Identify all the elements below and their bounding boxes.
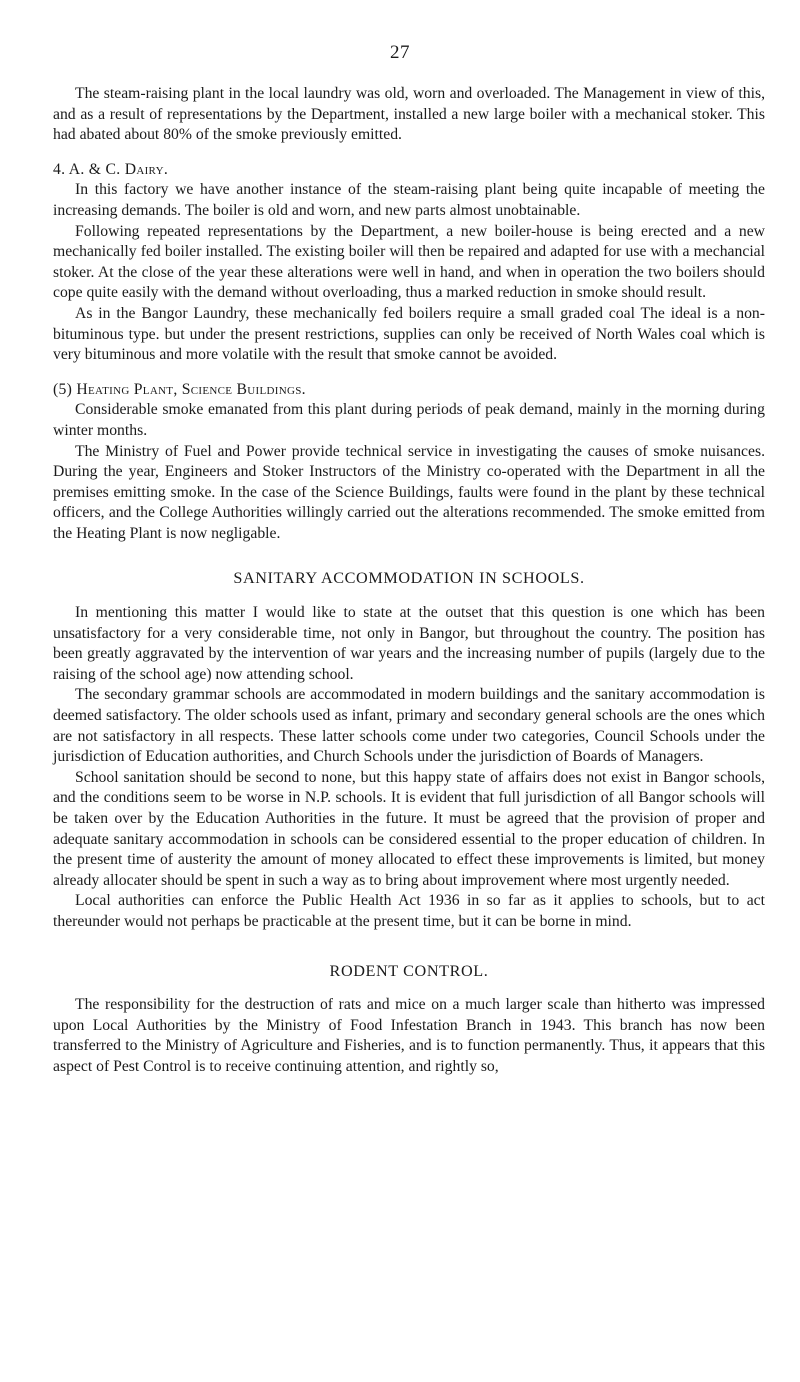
rodent-control-section [53, 961, 765, 1078]
sanitary-paragraph: School sanitation should be second to none, but this happy state of affairs does not exist in Bangor schools, and the conditions seem to be worse in N.P. schools. It is evident that full jurisdiction of all Bangor schools will be taken over by the Education Authorities in the future. It must be agreed that the provision of proper and adequate sanitary accommodation in schools can be considered essential to the proper education of children. In the present time of austerity the amount of money allocated to effect these improvements is limited, but money already allocater should be spent in such a way as to bring about improvement where most urgently needed. [53, 768, 765, 889]
sanitary-paragraph: Local authorities can enforce the Public Health Act 1936 in so far as it applies to schools, but to act thereunder would not perhaps be practicable at the present time, but it can be borne in mind. [53, 892, 765, 930]
rodent-control-paragraph: The responsibility for the destruction of rats and mice on a much larger scale than hitherto was impressed upon Local Authorities by the Ministry of Food Infestation Branch in 1943. This branch has now been transferred to the Ministry of Agriculture and Fisheries, and is to function permanently. Thus, it appears that this aspect of Pest Control is to receive continuing attention, and rightly so, [53, 996, 765, 1075]
dairy-paragraph: In this factory we have another instance of the steam-raising plant being quite incapable of meeting the increasing demands. The boiler is old and worn, and new parts almost unobtainable. [53, 181, 765, 219]
page-number: 27 [390, 42, 410, 63]
sanitary-paragraph: The secondary grammar schools are accommodated in modern buildings and the sanitary accommodation is deemed satisfactory. The older schools used as infant, primary and secondary general schools are the ones which are not satisfactory in all respects. These latter schools come under two categories, Council Schools under the jurisdiction of Education authorities, and Church Schools under the jurisdiction of Boards of Managers. [53, 686, 765, 766]
dairy-heading: 4. A. & C. Dairy. [53, 160, 169, 178]
dairy-section [53, 160, 765, 366]
dairy-paragraph: Following repeated representations by the Department, a new boiler-house is being erected and a new mechanically fed boiler installed. The existing boiler will then be repaired and adapted for use with a mechancial stoker. At the close of the year these alterations were well in hand, and when in operation the two boilers should cope quite easily with the demand without overloading, thus a marked reduction in smoke should result. [53, 222, 765, 302]
heating-plant-paragraph: The Ministry of Fuel and Power provide technical service in investigating the causes of smoke nuisances. During the year, Engineers and Stoker Instructors of the Ministry co-operated with the Department in all the premises emitting smoke. In the case of the Science Buildings, faults were found in the plant by these technical officers, and the College Authorities willingly carried out the alterations recommended. The smoke emitted from the Heating Plant is now negligable. [53, 442, 765, 542]
laundry-paragraph: The steam-raising plant in the local laundry was old, worn and overloaded. The Management in view of this, and as a result of representations by the Department, installed a new large boiler with a mechanical stoker. This had abated about 80% of the smoke previously emitted. [53, 85, 765, 144]
heating-plant-heading: (5) Heating Plant, Science Buildings. [53, 380, 306, 398]
sanitary-heading: SANITARY ACCOMMODATION IN SCHOOLS. [233, 569, 585, 588]
sanitary-section [53, 568, 765, 932]
heating-plant-section [53, 380, 765, 545]
sanitary-paragraph: In mentioning this matter I would like to state at the outset that this question is one which has been unsatisfactory for a very considerable time, not only in Bangor, but throughout the country. The position has been greatly aggravated by the intervention of war years and the increasing number of pupils (largely due to the raising of the school age) now attending school. [53, 604, 765, 683]
page-body [53, 84, 765, 1078]
dairy-paragraph: As in the Bangor Laundry, these mechanically fed boilers require a small graded coal The ideal is a non-bituminous type. but under the present restrictions, supplies can only be received of North Wales coal which is very bituminous and more volatile with the result that smoke cannot be avoided. [53, 304, 765, 364]
heating-plant-paragraph: Considerable smoke emanated from this plant during periods of peak demand, mainly in the morning during winter months. [53, 401, 765, 439]
rodent-control-heading: RODENT CONTROL. [329, 961, 489, 980]
